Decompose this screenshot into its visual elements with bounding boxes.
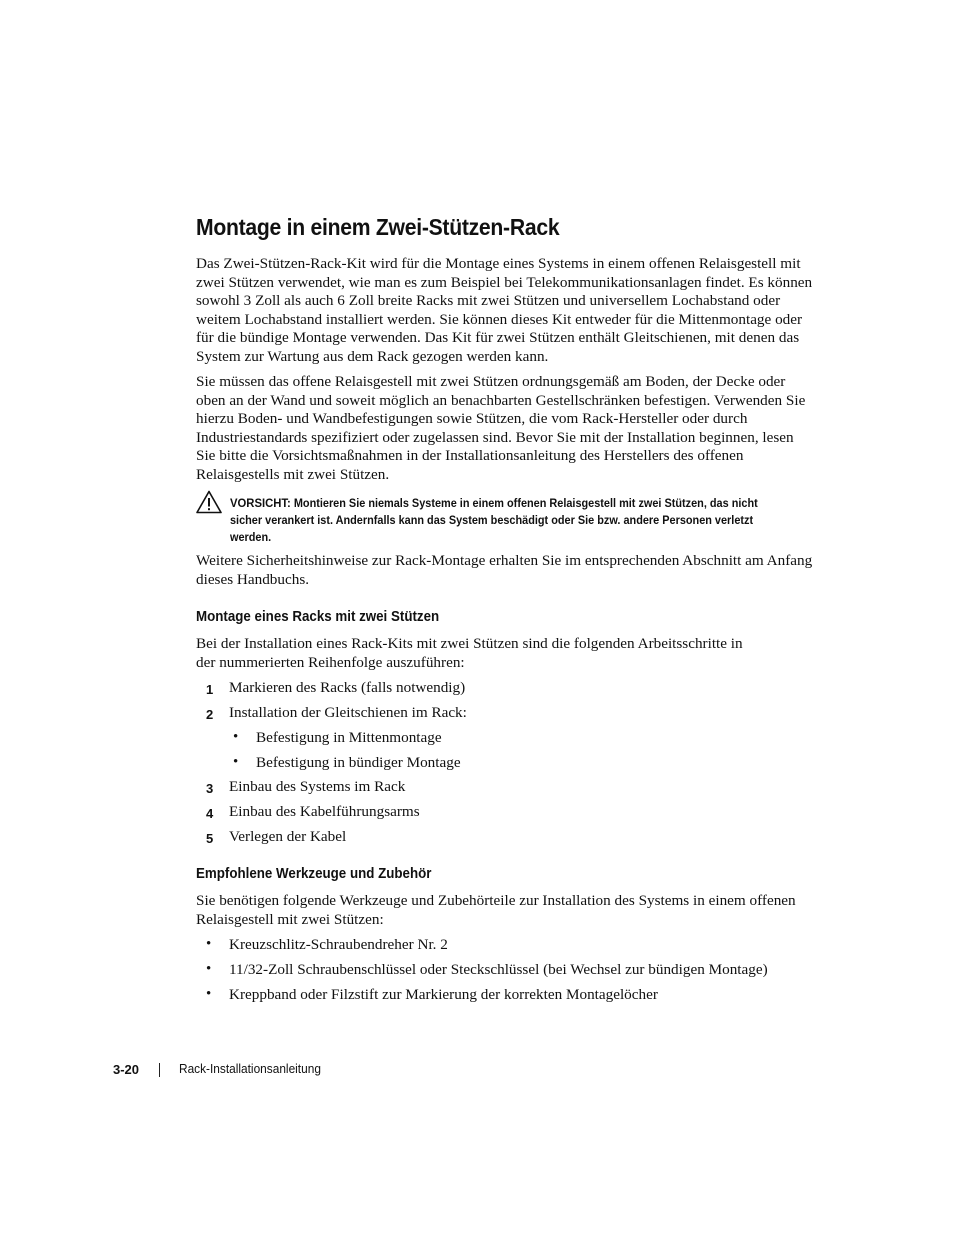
bullet: • [206, 936, 212, 952]
step-text: Einbau des Kabelführungsarms [229, 803, 420, 820]
section-intro-tools: Sie benötigen folgende Werkzeuge und Zubehörteile zur Installation des Systems in einem offenen Relaisgestell mit zwei Stützen: [196, 892, 796, 928]
section-intro-rack-mounting: Bei der Installation eines Rack-Kits mit zwei Stützen sind die folgenden Arbeitsschritte in der nummerierten Reihenfolge auszuführen: [196, 635, 743, 671]
bullet: • [206, 961, 212, 977]
list-item: 11/32-Zoll Schraubenschlüssel oder Steckschlüssel (bei Wechsel zur bündigen Montage) [229, 961, 768, 978]
footer-divider [159, 1063, 160, 1077]
bullet: • [233, 754, 239, 770]
list-item: Kreppband oder Filzstift zur Markierung der korrekten Montagelöcher [229, 986, 658, 1003]
caution-label: VORSICHT: [230, 496, 291, 510]
section-heading-rack-mounting: Montage eines Racks mit zwei Stützen [196, 609, 440, 625]
step-text: Einbau des Systems im Rack [229, 778, 406, 795]
step-number: 5 [206, 831, 214, 846]
page-number: 3-20 [113, 1062, 140, 1077]
substep-text: Befestigung in bündiger Montage [256, 754, 461, 771]
step-text: Markieren des Racks (falls notwendig) [229, 679, 466, 696]
step-number: 2 [206, 707, 214, 722]
page-title: Montage in einem Zwei-Stützen-Rack [196, 214, 560, 240]
step-text: Installation der Gleitschienen im Rack: [229, 704, 467, 721]
intro-paragraph-1: Das Zwei-Stützen-Rack-Kit wird für die Montage eines Systems in einem offenen Relaisgestell mit zwei Stützen verwendet, wie man es zum Beispiel bei Telekommunikationsanlagen findet. Es können sowohl 3 Zoll als auch 6 Zoll breite Racks mit zwei Stützen und universellem Lochabstand oder weitem Lochabstand installiert werden. Sie können dieses Kit entweder für die Mittenmontage oder für die bündige Montage verwenden. Das Kit für zwei Stützen enthält Gleitschienen, mit denen das System zur Wartung aus dem Rack gezogen werden kann. [196, 255, 813, 365]
intro-paragraph-2: Sie müssen das offene Relaisgestell mit zwei Stützen ordnungsgemäß am Boden, der Decke oder oben an der Wand und soweit möglich an benachbarten Gestellschränken befestigen. Verwenden Sie hierzu Boden- und Wandbefestigungen sowie Stützen, die vom Rack-Hersteller oder durch Industriestandards spezifiziert oder zugelassen sind. Bevor Sie mit der Installation beginnen, lesen Sie bitte die Vorsichtsmaßnahmen in der Installationsanleitung des Herstellers des offenen Relaisgestells mit zwei Stützen. [196, 373, 806, 483]
section-heading-tools: Empfohlene Werkzeuge und Zubehör [196, 866, 432, 882]
warning-triangle-icon [196, 490, 222, 514]
substep-text: Befestigung in Mittenmontage [256, 729, 442, 746]
step-number: 3 [206, 781, 214, 796]
step-number: 4 [206, 806, 214, 821]
safety-note: Weitere Sicherheitshinweise zur Rack-Montage erhalten Sie im entsprechenden Abschnitt am Anfang dieses Handbuchs. [196, 552, 813, 588]
step-text: Verlegen der Kabel [229, 828, 347, 845]
caution-text [230, 495, 785, 546]
step-number: 1 [206, 682, 214, 697]
bullet: • [233, 729, 239, 745]
caution-body: Montieren Sie niemals Systeme in einem offenen Relaisgestell mit zwei Stützen, das nicht sicher verankert ist. Andernfalls kann das System beschädigt oder Sie bzw. andere Personen verletzt werden. [230, 497, 758, 544]
footer-document-title: Rack-Installationsanleitung [179, 1062, 321, 1076]
list-item: Kreuzschlitz-Schraubendreher Nr. 2 [229, 936, 448, 953]
bullet: • [206, 986, 212, 1002]
